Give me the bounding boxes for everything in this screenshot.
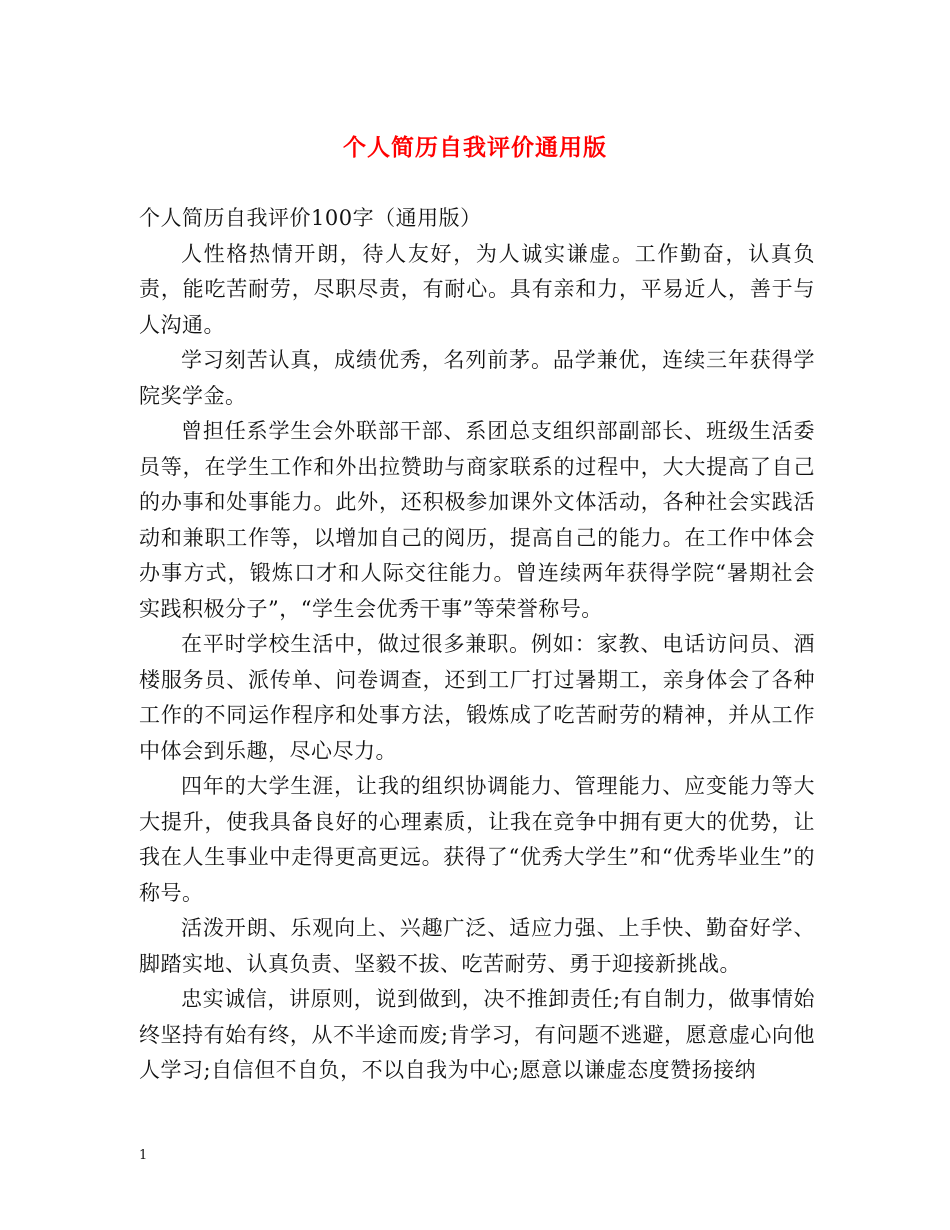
document-title: 个人简历自我评价通用版 [343,134,607,161]
paragraph-personality: 人性格热情开朗，待人友好，为人诚实谦虚。工作勤奋，认真负责，能吃苦耐劳，尽职尽责，有耐心。具有亲和力，平易近人，善于与人沟通。 [139,241,815,337]
document-subtitle: 个人简历自我评价100字（通用版） [139,206,482,230]
paragraph-traits: 活泼开朗、乐观向上、兴趣广泛、适应力强、上手快、勤奋好学、脚踏实地、认真负责、坚毅不拔、吃苦耐劳、勇于迎接新挑战。 [139,916,815,976]
paragraph-student-union: 曾担任系学生会外联部干部、系团总支组织部副部长、班级生活委员等，在学生工作和外出拉赞助与商家联系的过程中，大大提高了自己的办事和处事能力。此外，还积极参加课外文体活动，各种社会实践活动和兼职工作等，以增加自己的阅历，提高自己的能力。在工作中体会办事方式，锻炼口才和人际交往能力。曾连续两年获得学院“暑期社会实践积极分子”，“学生会优秀干事”等荣誉称号。 [139,419,815,621]
page-number: 1 [139,1148,148,1163]
paragraph-part-time: 在平时学校生活中，做过很多兼职。例如：家教、电话访问员、酒楼服务员、派传单、问卷调查，还到工厂打过暑期工，亲身体会了各种工作的不同运作程序和处事方法，锻炼成了吃苦耐劳的精神，并从工作中体会到乐趣，尽心尽力。 [139,632,815,763]
paragraph-university: 四年的大学生涯，让我的组织协调能力、管理能力、应变能力等大大提升，使我具备良好的心理素质，让我在竞争中拥有更大的优势，让我在人生事业中走得更高更远。获得了“优秀大学生”和“优秀毕业生”的称号。 [139,774,815,905]
paragraph-integrity: 忠实诚信，讲原则，说到做到，决不推卸责任;有自制力，做事情始终坚持有始有终，从不半途而废;肯学习，有问题不逃避，愿意虚心向他人学习;自信但不自负，不以自我为中心;愿意以谦虚态度赞扬接纳 [139,987,815,1082]
paragraph-study: 学习刻苦认真，成绩优秀，名列前茅。品学兼优，连续三年获得学院奖学金。 [139,348,815,408]
document-body [139,201,815,1089]
